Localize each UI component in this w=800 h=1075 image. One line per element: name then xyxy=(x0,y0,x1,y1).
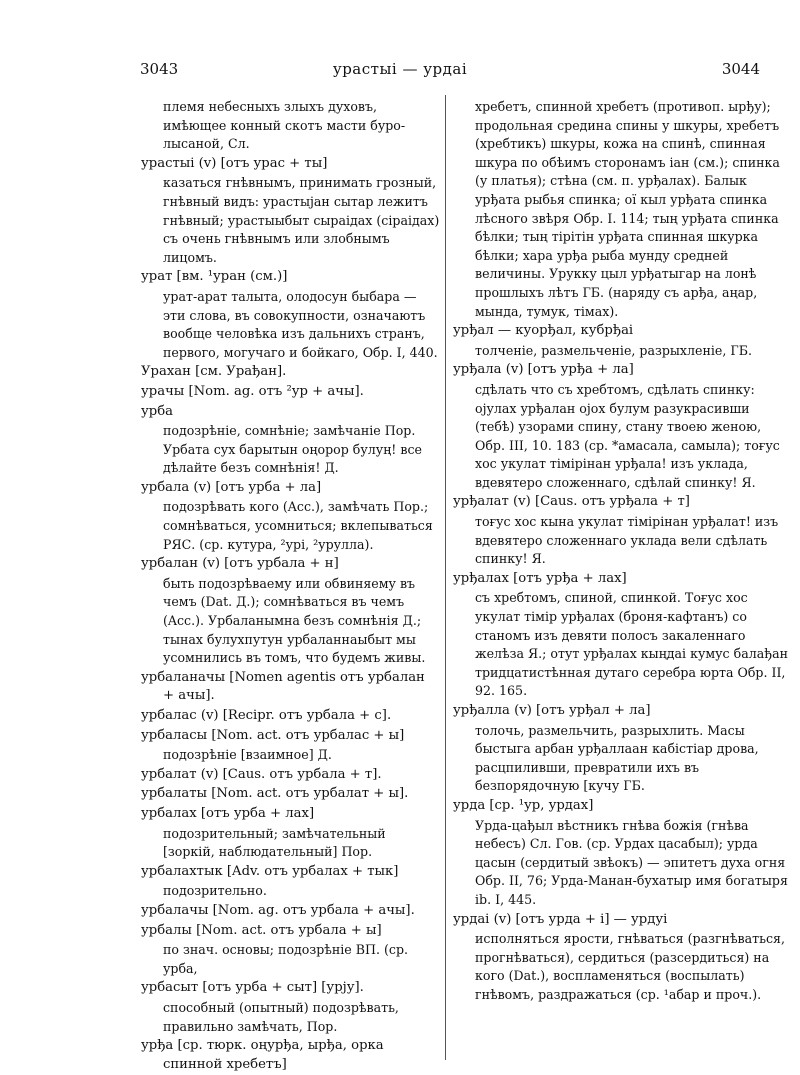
entry-headword: урбалас (v) [Recipr. отъ урбала + с]. xyxy=(141,708,392,723)
entry-headword: урат [вм. ¹уран (см.)] xyxy=(141,269,288,285)
entry-headword: урбаланачы [Nomen agentis отъ урбалан + ачы]. xyxy=(141,669,425,704)
entry-definition: казаться гнѣвнымъ, принимать грозный, гнѣвный видъ: урастыјан сытар лежитъ гнѣвный; урастыыбыт сыраідах (сіраідах) съ очень гнѣвнымъ или злобнымъ лицомъ. xyxy=(163,175,440,265)
entry-headword: урбалат (v) [Caus. отъ урбала + т]. xyxy=(141,766,382,782)
entry-headword: урђа [ср. тюрк. оңурђа, ырђа, орка спинной хребетъ] xyxy=(141,1038,384,1072)
entry-headword: урђала (v) [отъ урђа + ла] xyxy=(453,362,634,378)
entry-continuation: хребетъ, спинной хребетъ (противоп. ырђу); продольная средина спины у шкуры, хребетъ (хребтикъ) шкуры, кожа на спинѣ, спинная шкура по обѣимъ сторонамъ іан (см.); спинка (у платья); стѣна (см. п. урђалах). Балык урђата рыбья спинка; ої кыл урђата спинка лѣсного звѣря Обр. І. 114; тың урђата спинка бѣлки; тың тірітін урђата спинная шкурка бѣлки; хара урђа рыба мунду средней величины. Урукку цыл урђатыгар на лонѣ прошлыхъ лѣтъ ГБ. (наряду съ арђа, аңар, мында, тумук, тімах). xyxy=(475,99,780,319)
entry-headword: урбаласы [Nom. act. отъ урбалас + ы] xyxy=(141,727,405,743)
entry-definition: съ хребтомъ, спиной, спинкой. Тоғус хос укулат тімір урђалах (броня-кафтанъ) со станомъ изъ девяти полосъ закаленнаго желѣза Я.; отут урђалах кыңдаі кумус балађан тридцатистѣнная дутаго серебра юрта Обр. ІІ, 92. 165. xyxy=(475,590,788,699)
entry-continuation: племя небесныхъ злыхъ духовъ, имѣющее конный скотъ масти буро-лысаной, Сл. xyxy=(163,99,406,152)
entry-headword: урђал — куорђал, кубрђаі xyxy=(453,323,634,339)
entry-definition: толочь, размельчить, разрыхлить. Масы быстыга арбан урђаллаан кабістіар дрова, расцпиливши, превратили ихъ въ безпорядочную [кучу ГБ. xyxy=(475,722,759,794)
left-column xyxy=(141,98,440,1075)
page-number-left: 3043 xyxy=(140,60,179,78)
entry-headword: Урахан [см. Урађан]. xyxy=(141,364,287,380)
entry-headword: урбалаты [Nom. act. отъ урбалат + ы]. xyxy=(141,786,409,802)
entry-definition: подозрительный; замѣчательный [зоркій, наблюдательный] Пор. xyxy=(163,825,386,860)
entry-definition: подозрѣвать кого (Acc.), замѣчать Пор.; сомнѣваться, усомниться; вклепываться РЯС. (ср. кутура, ²урі, ²урулла). xyxy=(163,499,433,552)
entry-definition: Урда-цађыл вѣстникъ гнѣва божія (гнѣва небесъ) Сл. Гов. (ср. Урдах цасабыл); урда цасын (сердитый звѣокъ) — эпитетъ духа огня Обр. ІІ, 76; Урда-Манан-бухатыр имя богатыря ib. І, 445. xyxy=(475,817,788,907)
entry-headword: урбалы [Nom. act. отъ урбала + ы] xyxy=(141,922,382,938)
entry-definition: подозрѣніе [взаимное] Д. xyxy=(163,747,332,763)
column-divider xyxy=(445,95,446,1060)
entry-headword: урба xyxy=(141,403,174,419)
entry-headword: урђалат (v) [Caus. отъ урђала + т] xyxy=(453,494,690,510)
entry-headword: урђалла (v) [отъ урђал + ла] xyxy=(453,703,651,718)
running-head: урастыі — урдаі xyxy=(332,60,468,78)
entry-headword: урбасыт [отъ урба + сыт] [урју]. xyxy=(141,980,364,996)
right-column xyxy=(453,98,789,1006)
entry-headword: урђалах [отъ урђа + лах] xyxy=(453,570,627,586)
entry-definition: исполняться ярости, гнѣваться (разгнѣваться, прогнѣваться), сердиться (разсердиться) на кого (Dat.), воспламеняться (воспылать) гнѣвомъ, раздражаться (ср. ¹абар и проч.). xyxy=(475,931,785,1002)
entry-headword: урбалахтык [Adv. отъ урбалах + тык] xyxy=(141,863,399,879)
entry-headword: урбалах [отъ урба + лах] xyxy=(141,805,315,821)
entry-headword: урбала (v) [отъ урба + ла] xyxy=(141,479,322,495)
entry-definition: тоғус хос кына укулат тімірінан урђалат! изъ вдевятеро сложеннаго уклада вели сдѣлать спинку! Я. xyxy=(475,514,779,567)
entry-headword: урачы [Nom. ag. отъ ²ур + ачы]. xyxy=(141,383,364,399)
entry-headword: урбалачы [Nom. ag. отъ урбала + ачы]. xyxy=(141,902,415,918)
entry-definition: урат-арат талыта, олодосун быбара — эти слова, въ совокупности, означаютъ вообще человѣка изъ дальнихъ странъ, первого, могучаго и бойкаго, Обр. І, 440. xyxy=(163,288,438,360)
entry-headword: урастыі (v) [отъ урас + ты] xyxy=(141,155,328,171)
entry-definition: подозрѣніе, сомнѣніе; замѣчаніе Пор. Урбата сух барытын оңорор булуң! все дѣлайте безъ сомнѣнія! Д. xyxy=(163,423,422,476)
entry-definition: способный (опытный) подозрѣвать, правильно замѣчать, Пор. xyxy=(163,999,399,1034)
entry-headword: урдаі (v) [отъ урда + і] — урдуі xyxy=(453,911,668,927)
entry-definition: подозрительно. xyxy=(163,883,267,899)
entry-headword: урда [ср. ¹ур, урдах] xyxy=(453,797,594,813)
entry-definition: толченіе, размельченіе, разрыхленіе, ГБ. xyxy=(475,342,752,358)
entry-definition: быть подозрѣваему или обвиняему въ чемъ (Dat. Д.); сомнѣваться въ чемъ (Acc.). Урбаланымна безъ сомнѣнія Д.; тынах булухпутун урбаланнаыбыт мы усомнились въ томъ, что будемъ живы. xyxy=(163,575,426,666)
entry-definition: по знач. основы; подозрѣніе ВП. (ср. урба, xyxy=(163,942,409,976)
entry-definition: сдѣлать что съ хребтомъ, сдѣлать спинку: ојулах урђалан ојох булум разукрасивши (тебѣ) узорами спину, стану твоею женою, Обр. ІІІ, 10. 183 (ср. *амасала, самыла); тоғус хос укулат тімірінан урђала! изъ уклада, вдевятеро сложеннаго, сдѣлай спинку! Я. xyxy=(475,381,780,490)
entry-headword: урбалан (v) [отъ урбала + н] xyxy=(141,556,339,572)
page-number-right: 3044 xyxy=(721,60,760,78)
